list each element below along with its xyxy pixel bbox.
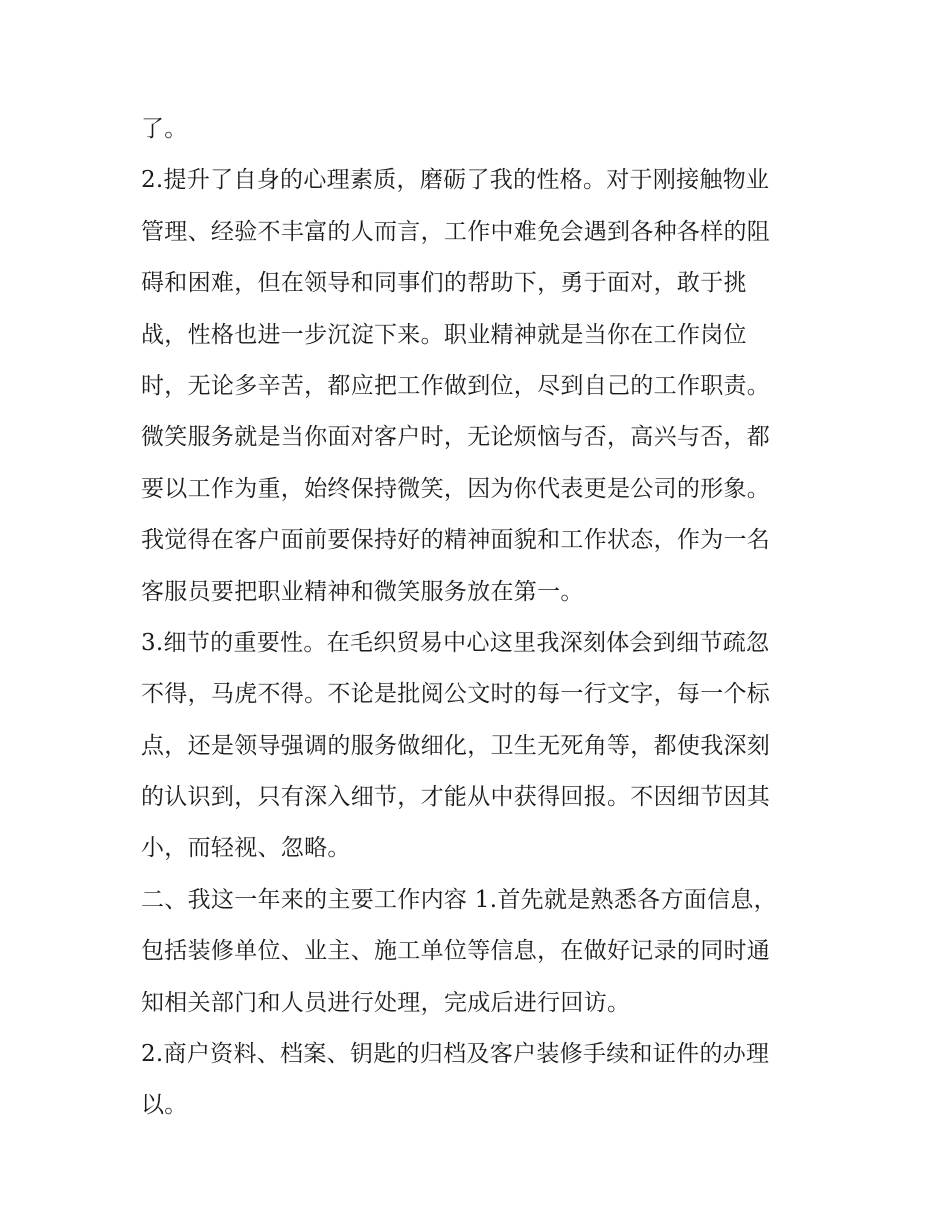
text-line: 2.提升了自身的心理素质，磨砺了我的性格。对于刚接触物业	[141, 167, 770, 194]
text-line: 客服员要把职业精神和微笑服务放在第一。	[141, 578, 584, 605]
text-line: 战，性格也进一步沉淀下来。职业精神就是当你在工作岗位	[141, 321, 747, 348]
text-line: 知相关部门和人员进行处理，完成后进行回访。	[141, 989, 631, 1016]
text-line: 不得，马虎不得。不论是批阅公文时的每一行文字，每一个标	[141, 681, 771, 708]
text-line: 管理、经验不丰富的人而言，工作中难免会遇到各种各样的阻	[141, 218, 771, 245]
text-line: 二、我这一年来的主要工作内容 1.首先就是熟悉各方面信息，	[141, 886, 777, 913]
text-line: 要以工作为重，始终保持微笑，因为你代表更是公司的形象。	[141, 475, 771, 502]
text-line: 碍和困难，但在领导和同事们的帮助下，勇于面对，敢于挑	[141, 270, 747, 297]
text-line: 的认识到，只有深入细节，才能从中获得回报。不因细节因其	[141, 784, 771, 811]
text-line: 3.细节的重要性。在毛织贸易中心这里我深刻体会到细节疏忽	[141, 629, 770, 656]
text-line: 以。	[141, 1092, 188, 1119]
text-line: 微笑服务就是当你面对客户时，无论烦恼与否，高兴与否，都	[141, 424, 771, 451]
text-line: 小，而轻视、忽略。	[141, 835, 351, 862]
text-line: 2.商户资料、档案、钥匙的归档及客户装修手续和证件的办理	[141, 1041, 770, 1068]
document-body	[141, 104, 821, 1132]
text-line: 我觉得在客户面前要保持好的精神面貌和工作状态，作为一名	[141, 527, 771, 554]
text-line: 了。	[141, 116, 188, 142]
text-line: 点，还是领导强调的服务做细化，卫生无死角等，都使我深刻	[141, 732, 771, 759]
text-line: 包括装修单位、业主、施工单位等信息，在做好记录的同时通	[141, 938, 771, 965]
text-line: 时，无论多辛苦，都应把工作做到位，尽到自己的工作职责。	[141, 372, 771, 399]
